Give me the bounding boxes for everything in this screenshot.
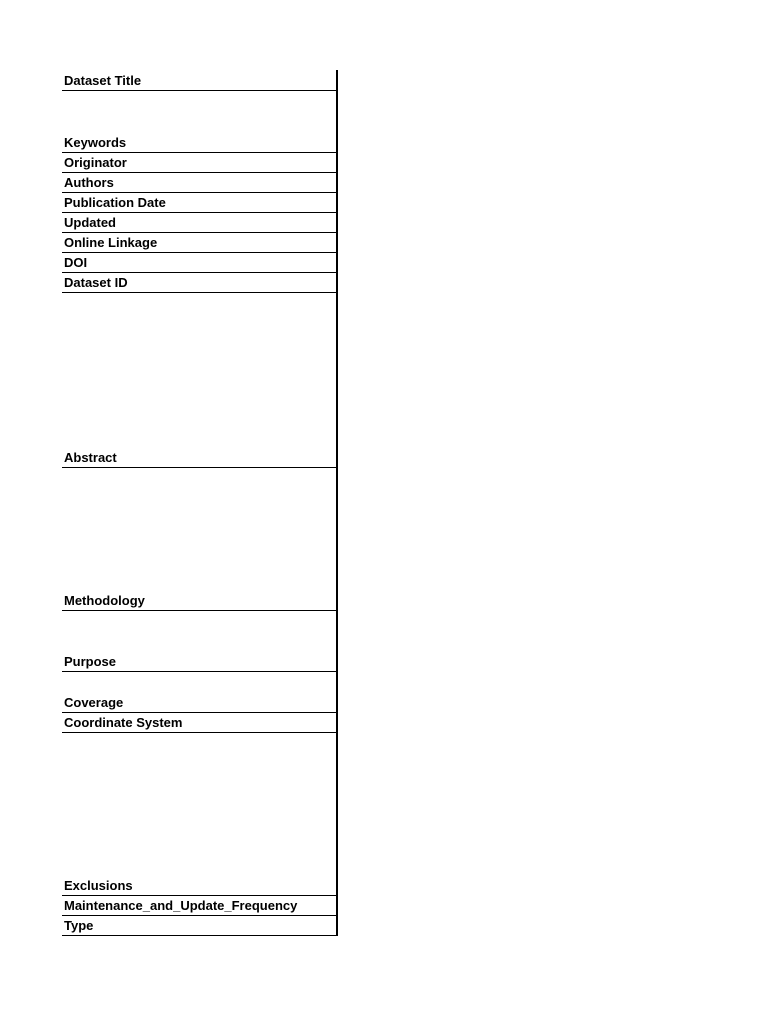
field-label-abstract: Abstract <box>64 450 117 465</box>
row-purpose <box>62 611 338 672</box>
field-label-exclusions: Exclusions <box>64 878 133 893</box>
row-keywords <box>62 91 338 153</box>
metadata-table <box>62 70 338 936</box>
row-methodology <box>62 468 338 611</box>
row-abstract <box>62 293 338 468</box>
row-exclusions <box>62 733 338 896</box>
row-online-linkage <box>62 233 338 253</box>
field-label-doi: DOI <box>64 255 88 270</box>
field-label-dataset-title: Dataset Title <box>64 73 142 88</box>
field-label-online-linkage: Online Linkage <box>64 235 158 250</box>
field-label-coverage: Coverage <box>64 695 124 710</box>
row-updated <box>62 213 338 233</box>
field-label-type: Type <box>64 918 94 933</box>
field-label-purpose: Purpose <box>64 654 117 669</box>
field-label-coordinate-system: Coordinate System <box>64 715 183 730</box>
field-label-dataset-id: Dataset ID <box>64 275 128 290</box>
row-originator <box>62 153 338 173</box>
row-dataset-title <box>62 70 338 91</box>
field-label-publication-date: Publication Date <box>64 195 166 210</box>
row-doi <box>62 253 338 273</box>
row-coverage <box>62 672 338 713</box>
row-coordinate-system <box>62 713 338 733</box>
row-publication-date <box>62 193 338 213</box>
field-label-originator: Originator <box>64 155 127 170</box>
field-label-methodology: Methodology <box>64 593 145 608</box>
field-label-keywords: Keywords <box>64 135 127 150</box>
field-label-maintenance-update-frequency: Maintenance_and_Update_Frequency <box>64 898 298 913</box>
field-label-updated: Updated <box>64 215 116 230</box>
row-authors <box>62 173 338 193</box>
row-type <box>62 916 338 936</box>
row-dataset-id <box>62 273 338 293</box>
field-label-authors: Authors <box>64 175 114 190</box>
row-maintenance-update-frequency <box>62 896 338 916</box>
